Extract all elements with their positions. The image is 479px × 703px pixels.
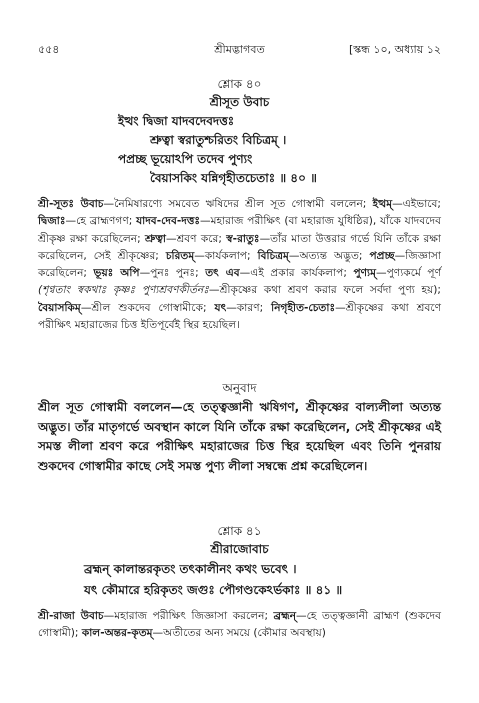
page-header bbox=[38, 42, 441, 58]
synonym-term: শ্রী-সূতঃ উবাচ bbox=[38, 198, 104, 210]
synonym-meaning: —অতীতের অন্য সময়ে (কৌমার অবস্থায়) bbox=[152, 627, 326, 640]
synonym-meaning: —তাঁর মাতা উত্তরার গর্ভে যিনি তাঁকে রক্ষা করেছিলেন, সেই শ্রীকৃষ্ণের; bbox=[38, 232, 441, 262]
verse-40-line-2: শ্রুত্বা স্বরাতুশ্চরিতং বিচিত্রম্ । bbox=[150, 133, 287, 147]
synonym-term: দ্বিজাঃ bbox=[38, 215, 66, 228]
synonym-term: কাল-অন্তর-কৃতম্ bbox=[81, 627, 153, 640]
synonym-term: ভূয়ঃ অপি bbox=[93, 267, 140, 280]
synonym-term: যৎ bbox=[214, 301, 227, 314]
synonym-meaning: —নৈমিষারণ্যে সমবেত ঋষিদের শ্রীল সূত গোস্বামী বললেন; bbox=[103, 198, 373, 210]
synonym-meaning: —জিজ্ঞাসা করেছিলেন; bbox=[38, 249, 441, 280]
synonym-meaning: —শ্রীকৃষ্ণের কথা শ্রবণে পরীক্ষিৎ মহারাজের চিত্ত ইতিপূর্বেই স্থির হয়েছিল। bbox=[38, 301, 442, 332]
synonym-meaning: —মহারাজ পরীক্ষিৎ জিজ্ঞাসা করলেন; bbox=[103, 610, 274, 622]
synonym-meaning: —এইভাবে; bbox=[392, 198, 441, 210]
synonym-meaning: —হে ব্রাহ্মণগণ; bbox=[65, 215, 137, 228]
synonym-term: পুণ্যম্ bbox=[353, 267, 377, 280]
page-number: ৫৫৪ bbox=[38, 43, 60, 56]
verse-41-label: শ্লোক ৪১ bbox=[217, 524, 262, 538]
synonym-meaning: —শ্রীকৃষ্ণের কথা শ্রবণ করার ফলে সর্বদা পুণ্য হয়); bbox=[208, 284, 442, 297]
translation-heading: অনুবাদ bbox=[222, 381, 257, 395]
synonym-term: বৈয়াসকিম্ bbox=[38, 301, 81, 314]
synonym-term: ব্রহ্মন্ bbox=[273, 610, 297, 622]
synonym-term: চরিতম্ bbox=[165, 249, 195, 262]
synonym-term: পপ্রচ্ছ bbox=[369, 249, 395, 262]
synonym-meaning: —পুণ্যকর্মে পূর্ণ bbox=[376, 267, 441, 280]
chapter-reference: [স্কন্ধ ১০, অধ্যায় ১২ bbox=[348, 43, 441, 56]
synonym-term: স্ব-রাতুঃ bbox=[226, 232, 260, 245]
verse-40-line-3: পপ্রচ্ছ ভূয়োঽপি তদেব পুণ্যং bbox=[118, 152, 253, 166]
verse-41-line-2: যৎ কৌমারে হরিকৃতং জগুঃ পৌগণ্ডকেঽর্ভকাঃ ॥ ৪১ ॥ bbox=[84, 583, 343, 597]
synonym-term: তৎ এব bbox=[205, 267, 240, 280]
synonym-meaning: —কারণ; bbox=[226, 301, 272, 314]
synonym-meaning: —শ্রীল শুকদেব গোস্বামীকে; bbox=[80, 301, 215, 314]
synonym-term: যাদব-দেব-দত্তঃ bbox=[136, 215, 201, 228]
verse-41-line-1: ব্রহ্মন্ কালান্তরকৃতং তৎকালীনং কথং ভবেৎ । bbox=[84, 562, 297, 576]
verse-40-label: শ্লোক ৪০ bbox=[217, 77, 262, 91]
quoted-verse-italic: (শৃণ্বতাং স্বকথাঃ কৃষ্ণঃ পুণ্যশ্রবণকীর্তনঃ bbox=[38, 284, 209, 297]
verse-40-translation: শ্রীল সূত গোস্বামী বললেন—হে তত্ত্বজ্ঞানী ঋষিগণ, শ্রীকৃষ্ণের বাল্যলীলা অত্যন্ত অদ্ভুত। তাঁর মাতৃগর্ভে অবস্থান কালে যিনি তাঁকে রক্ষা করেছিলেন, সেই শ্রীকৃষ্ণের এই সমস্ত লীলা শ্রবণ করে পরীক্ষিৎ মহারাজের চিত্ত স্থির হয়েছিল এবং তিনি পুনরায় শুকদেব গোস্বামীর কাছে সেই সমস্ত পুণ্য লীলা সম্বন্ধে প্রশ্ন করেছিলেন। bbox=[38, 400, 441, 473]
synonym-term: শ্রী-রাজা উবাচ bbox=[38, 610, 104, 622]
synonym-meaning: —কার্যকলাপ; bbox=[194, 249, 258, 262]
synonym-meaning: —মহারাজ পরীক্ষিৎ (বা মহারাজ যুধিষ্ঠির), যাঁকে যাদবদেব শ্রীকৃষ্ণ রক্ষা করেছিলেন; bbox=[38, 215, 441, 245]
synonym-meaning: —শ্রবণ করে; bbox=[165, 232, 227, 245]
synonym-term: বিচিত্রম্ bbox=[257, 249, 289, 262]
verse-41-synonyms bbox=[38, 608, 441, 643]
book-title: শ্রীমদ্ভাগবত bbox=[214, 43, 265, 56]
synonym-meaning: —হে তত্ত্বজ্ঞানী ব্রাহ্মণ (শুকদেব গোস্বামী); bbox=[38, 610, 441, 640]
synonym-meaning: —এই প্রকার কার্যকলাপ; bbox=[239, 267, 354, 280]
verse-40-line-4: বৈয়াসকিং যন্নিগৃহীতচেতাঃ ॥ ৪০ ॥ bbox=[150, 171, 317, 185]
synonym-term: নিগৃহীত-চেতাঃ bbox=[271, 301, 336, 314]
synonym-term: ইত্থম্ bbox=[372, 198, 393, 210]
verse-40-line-1: ইত্থং দ্বিজা যাদবদেবদত্তঃ bbox=[118, 114, 235, 128]
verse-41-speaker: শ্রীরাজোবাচ bbox=[210, 542, 269, 556]
synonym-meaning: —পুনঃ পুনঃ; bbox=[139, 267, 206, 280]
synonym-meaning: —অত্যন্ত অদ্ভুত; bbox=[288, 249, 370, 262]
verse-40-synonyms bbox=[38, 196, 441, 334]
synonym-term: শ্রুত্বা bbox=[144, 232, 166, 245]
verse-40-speaker: শ্রীসূত উবাচ bbox=[209, 95, 270, 109]
